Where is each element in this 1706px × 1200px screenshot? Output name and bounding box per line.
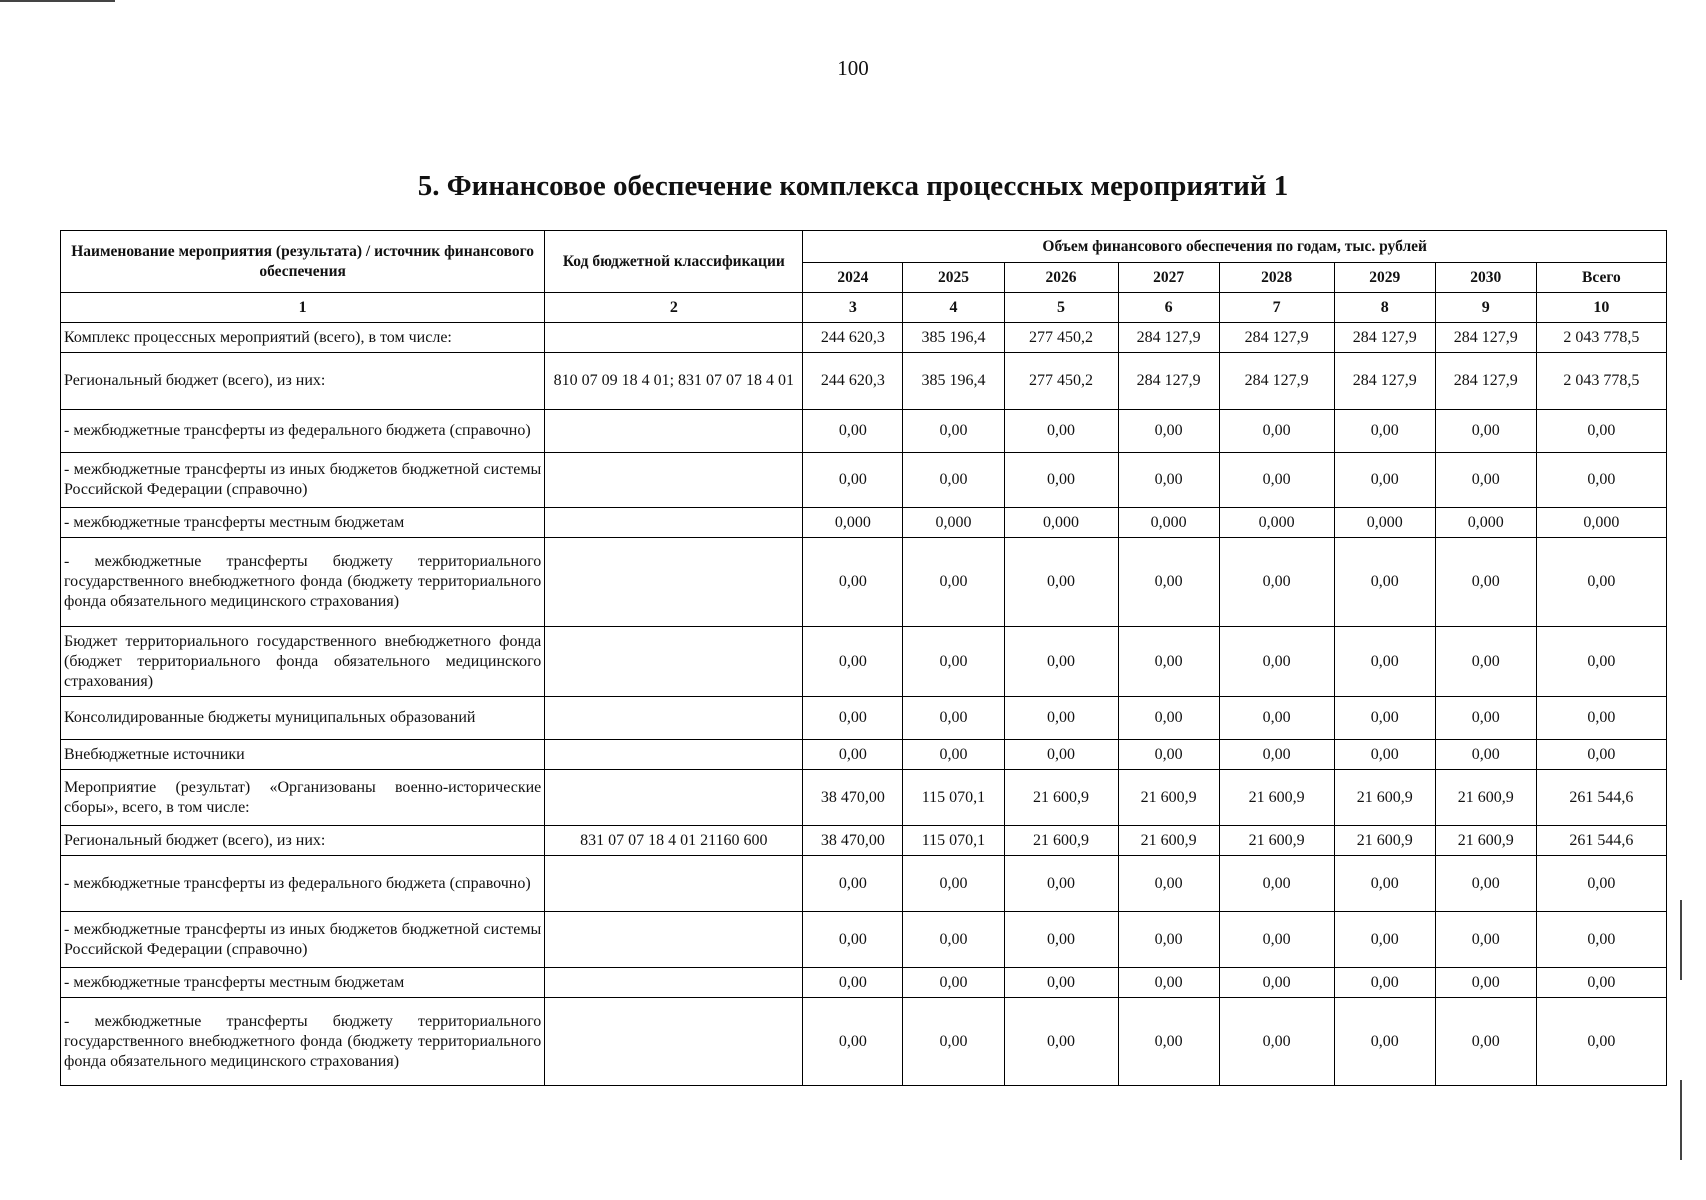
year-value: 0,00: [903, 998, 1004, 1086]
row-name: Комплекс процессных мероприятий (всего), в том числе:: [61, 323, 545, 353]
budget-code: [545, 508, 803, 538]
year-value: 21 600,9: [1118, 770, 1219, 826]
table-row: [61, 353, 1667, 410]
total-value: 0,00: [1536, 740, 1666, 770]
year-value: 0,00: [1118, 998, 1219, 1086]
year-value: 0,00: [1004, 998, 1118, 1086]
total-value: 0,00: [1536, 627, 1666, 697]
scan-edge-mark: [0, 0, 115, 2]
year-value: 0,00: [1334, 740, 1435, 770]
budget-code: [545, 770, 803, 826]
table-row: [61, 323, 1667, 353]
year-value: 0,00: [903, 740, 1004, 770]
row-name: - межбюджетные трансферты местным бюджетам: [61, 968, 545, 998]
year-value: 38 470,00: [803, 770, 903, 826]
budget-code: [545, 856, 803, 912]
year-value: 385 196,4: [903, 323, 1004, 353]
header-year: 2025: [903, 263, 1004, 293]
year-value: 0,00: [1334, 538, 1435, 627]
year-value: 0,00: [803, 410, 903, 453]
budget-code: [545, 453, 803, 508]
year-value: 0,00: [1118, 968, 1219, 998]
total-value: 0,00: [1536, 856, 1666, 912]
column-number: 5: [1004, 293, 1118, 323]
year-value: 0,00: [803, 912, 903, 968]
year-value: 0,00: [803, 453, 903, 508]
year-value: 0,00: [1219, 998, 1334, 1086]
total-value: 0,00: [1536, 912, 1666, 968]
year-value: 0,00: [1004, 912, 1118, 968]
row-name: - межбюджетные трансферты местным бюджетам: [61, 508, 545, 538]
year-value: 0,000: [1004, 508, 1118, 538]
year-value: 0,00: [903, 627, 1004, 697]
year-value: 0,00: [1435, 697, 1536, 740]
year-value: 277 450,2: [1004, 353, 1118, 410]
row-name: Консолидированные бюджеты муниципальных образований: [61, 697, 545, 740]
year-value: 21 600,9: [1219, 770, 1334, 826]
page-title: 5. Финансовое обеспечение комплекса процессных мероприятий 1: [417, 170, 1289, 202]
total-value: 0,00: [1536, 453, 1666, 508]
year-value: 0,00: [1219, 856, 1334, 912]
header-volume: Объем финансового обеспечения по годам, тыс. рублей: [803, 231, 1667, 263]
year-value: 0,00: [803, 538, 903, 627]
column-number: 6: [1118, 293, 1219, 323]
column-number: 4: [903, 293, 1004, 323]
year-value: 0,00: [1219, 740, 1334, 770]
year-value: 0,00: [1118, 627, 1219, 697]
column-number: 1: [61, 293, 545, 323]
year-value: 0,00: [1334, 453, 1435, 508]
table-row: [61, 410, 1667, 453]
year-value: 0,00: [1435, 998, 1536, 1086]
year-value: 0,00: [1334, 968, 1435, 998]
row-name: Мероприятие (результат) «Организованы военно-исторические сборы», всего, в том числе:: [61, 770, 545, 826]
total-value: 0,00: [1536, 410, 1666, 453]
total-value: 0,00: [1536, 697, 1666, 740]
year-value: 284 127,9: [1334, 323, 1435, 353]
year-value: 0,00: [1435, 538, 1536, 627]
year-value: 0,00: [1118, 453, 1219, 508]
year-value: 0,00: [1435, 453, 1536, 508]
budget-code: [545, 697, 803, 740]
year-value: 0,000: [1118, 508, 1219, 538]
year-value: 0,000: [1334, 508, 1435, 538]
column-number: 7: [1219, 293, 1334, 323]
year-value: 0,00: [1118, 538, 1219, 627]
row-name: Внебюджетные источники: [61, 740, 545, 770]
year-value: 0,00: [1004, 740, 1118, 770]
table-row: [61, 998, 1667, 1086]
year-value: 0,00: [1004, 968, 1118, 998]
year-value: 0,00: [1435, 410, 1536, 453]
table-row: [61, 826, 1667, 856]
header-code: Код бюджетной классификации: [545, 231, 803, 293]
year-value: 21 600,9: [1219, 826, 1334, 856]
year-value: 0,00: [1118, 740, 1219, 770]
year-value: 115 070,1: [903, 770, 1004, 826]
header-year: 2028: [1219, 263, 1334, 293]
header-total: Всего: [1536, 263, 1666, 293]
budget-code: 810 07 09 18 4 01; 831 07 07 18 4 01: [545, 353, 803, 410]
year-value: 0,00: [903, 856, 1004, 912]
year-value: 0,000: [1435, 508, 1536, 538]
year-value: 0,00: [903, 697, 1004, 740]
header-year: 2027: [1118, 263, 1219, 293]
financing-table: [60, 230, 1667, 1086]
year-value: 0,00: [1219, 697, 1334, 740]
year-value: 21 600,9: [1334, 770, 1435, 826]
year-value: 0,00: [1004, 538, 1118, 627]
year-value: 0,00: [1219, 410, 1334, 453]
row-name: - межбюджетные трансферты бюджету территориального государственного внебюджетного фонда (бюджету территориального фонда обязательного медицинского страхования): [61, 998, 545, 1086]
total-value: 0,00: [1536, 968, 1666, 998]
total-value: 0,00: [1536, 998, 1666, 1086]
year-value: 284 127,9: [1118, 353, 1219, 410]
total-value: 0,000: [1536, 508, 1666, 538]
column-number: 3: [803, 293, 903, 323]
budget-code: [545, 627, 803, 697]
year-value: 0,00: [1435, 912, 1536, 968]
total-value: 2 043 778,5: [1536, 323, 1666, 353]
year-value: 0,00: [1334, 410, 1435, 453]
total-value: 2 043 778,5: [1536, 353, 1666, 410]
year-value: 0,00: [1004, 856, 1118, 912]
year-value: 21 600,9: [1004, 826, 1118, 856]
year-value: 284 127,9: [1219, 323, 1334, 353]
year-value: 0,00: [803, 627, 903, 697]
table-row: [61, 627, 1667, 697]
year-value: 0,00: [903, 453, 1004, 508]
year-value: 0,000: [903, 508, 1004, 538]
budget-code: [545, 538, 803, 627]
year-value: 21 600,9: [1118, 826, 1219, 856]
total-value: 0,00: [1536, 538, 1666, 627]
year-value: 0,00: [1435, 856, 1536, 912]
year-value: 21 600,9: [1334, 826, 1435, 856]
year-value: 0,00: [1219, 912, 1334, 968]
table-row: [61, 697, 1667, 740]
header-year: 2030: [1435, 263, 1536, 293]
table-row: [61, 856, 1667, 912]
year-value: 0,00: [1435, 740, 1536, 770]
table-row: [61, 453, 1667, 508]
year-value: 0,00: [1004, 410, 1118, 453]
column-number: 9: [1435, 293, 1536, 323]
year-value: 277 450,2: [1004, 323, 1118, 353]
year-value: 0,000: [803, 508, 903, 538]
scan-edge-mark: [1680, 900, 1682, 980]
year-value: 0,00: [1219, 968, 1334, 998]
year-value: 0,00: [803, 856, 903, 912]
table-row: [61, 538, 1667, 627]
year-value: 21 600,9: [1435, 770, 1536, 826]
budget-code: [545, 323, 803, 353]
year-value: 0,00: [1118, 697, 1219, 740]
year-value: 0,00: [903, 968, 1004, 998]
year-value: 0,00: [1219, 538, 1334, 627]
year-value: 0,00: [803, 998, 903, 1086]
year-value: 385 196,4: [903, 353, 1004, 410]
year-value: 0,00: [1118, 856, 1219, 912]
header-year: 2029: [1334, 263, 1435, 293]
budget-code: 831 07 07 18 4 01 21160 600: [545, 826, 803, 856]
row-name: - межбюджетные трансферты из федерального бюджета (справочно): [61, 410, 545, 453]
year-value: 0,00: [903, 912, 1004, 968]
header-year: 2026: [1004, 263, 1118, 293]
table-row: [61, 912, 1667, 968]
column-number-row: [61, 293, 1667, 323]
row-name: - межбюджетные трансферты из федерального бюджета (справочно): [61, 856, 545, 912]
year-value: 0,00: [903, 410, 1004, 453]
table-row: [61, 770, 1667, 826]
year-value: 0,00: [903, 538, 1004, 627]
page-number: 100: [837, 56, 869, 80]
year-value: 0,00: [1118, 410, 1219, 453]
year-value: 21 600,9: [1435, 826, 1536, 856]
year-value: 0,00: [1004, 697, 1118, 740]
year-value: 0,00: [803, 740, 903, 770]
year-value: 0,00: [1004, 453, 1118, 508]
year-value: 0,00: [803, 968, 903, 998]
total-value: 261 544,6: [1536, 826, 1666, 856]
column-number: 2: [545, 293, 803, 323]
year-value: 284 127,9: [1334, 353, 1435, 410]
budget-code: [545, 968, 803, 998]
year-value: 0,00: [1334, 912, 1435, 968]
year-value: 0,00: [1435, 627, 1536, 697]
year-value: 244 620,3: [803, 353, 903, 410]
scan-edge-mark: [1680, 1080, 1682, 1160]
year-value: 21 600,9: [1004, 770, 1118, 826]
row-name: - межбюджетные трансферты из иных бюджетов бюджетной системы Российской Федерации (справочно): [61, 453, 545, 508]
header-year: 2024: [803, 263, 903, 293]
year-value: 284 127,9: [1435, 353, 1536, 410]
year-value: 0,00: [1219, 453, 1334, 508]
column-number: 10: [1536, 293, 1666, 323]
table-row: [61, 740, 1667, 770]
table-row: [61, 968, 1667, 998]
year-value: 0,00: [1334, 697, 1435, 740]
year-value: 0,00: [1334, 627, 1435, 697]
row-name: - межбюджетные трансферты из иных бюджетов бюджетной системы Российской Федерации (справочно): [61, 912, 545, 968]
year-value: 0,00: [1334, 856, 1435, 912]
year-value: 0,00: [1219, 627, 1334, 697]
year-value: 115 070,1: [903, 826, 1004, 856]
year-value: 244 620,3: [803, 323, 903, 353]
year-value: 0,00: [803, 697, 903, 740]
total-value: 261 544,6: [1536, 770, 1666, 826]
row-name: Бюджет территориального государственного внебюджетного фонда (бюджет территориального фонда обязательного медицинского страхования): [61, 627, 545, 697]
year-value: 0,00: [1435, 968, 1536, 998]
year-value: 284 127,9: [1435, 323, 1536, 353]
row-name: Региональный бюджет (всего), из них:: [61, 353, 545, 410]
row-name: Региональный бюджет (всего), из них:: [61, 826, 545, 856]
year-value: 0,000: [1219, 508, 1334, 538]
year-value: 284 127,9: [1118, 323, 1219, 353]
column-number: 8: [1334, 293, 1435, 323]
header-name: Наименование мероприятия (результата) / источник финансового обеспечения: [61, 231, 545, 293]
budget-code: [545, 410, 803, 453]
year-value: 38 470,00: [803, 826, 903, 856]
budget-code: [545, 740, 803, 770]
budget-code: [545, 912, 803, 968]
budget-code: [545, 998, 803, 1086]
year-value: 0,00: [1004, 627, 1118, 697]
table-row: [61, 508, 1667, 538]
year-value: 284 127,9: [1219, 353, 1334, 410]
row-name: - межбюджетные трансферты бюджету территориального государственного внебюджетного фонда (бюджету территориального фонда обязательного медицинского страхования): [61, 538, 545, 627]
year-value: 0,00: [1118, 912, 1219, 968]
year-value: 0,00: [1334, 998, 1435, 1086]
